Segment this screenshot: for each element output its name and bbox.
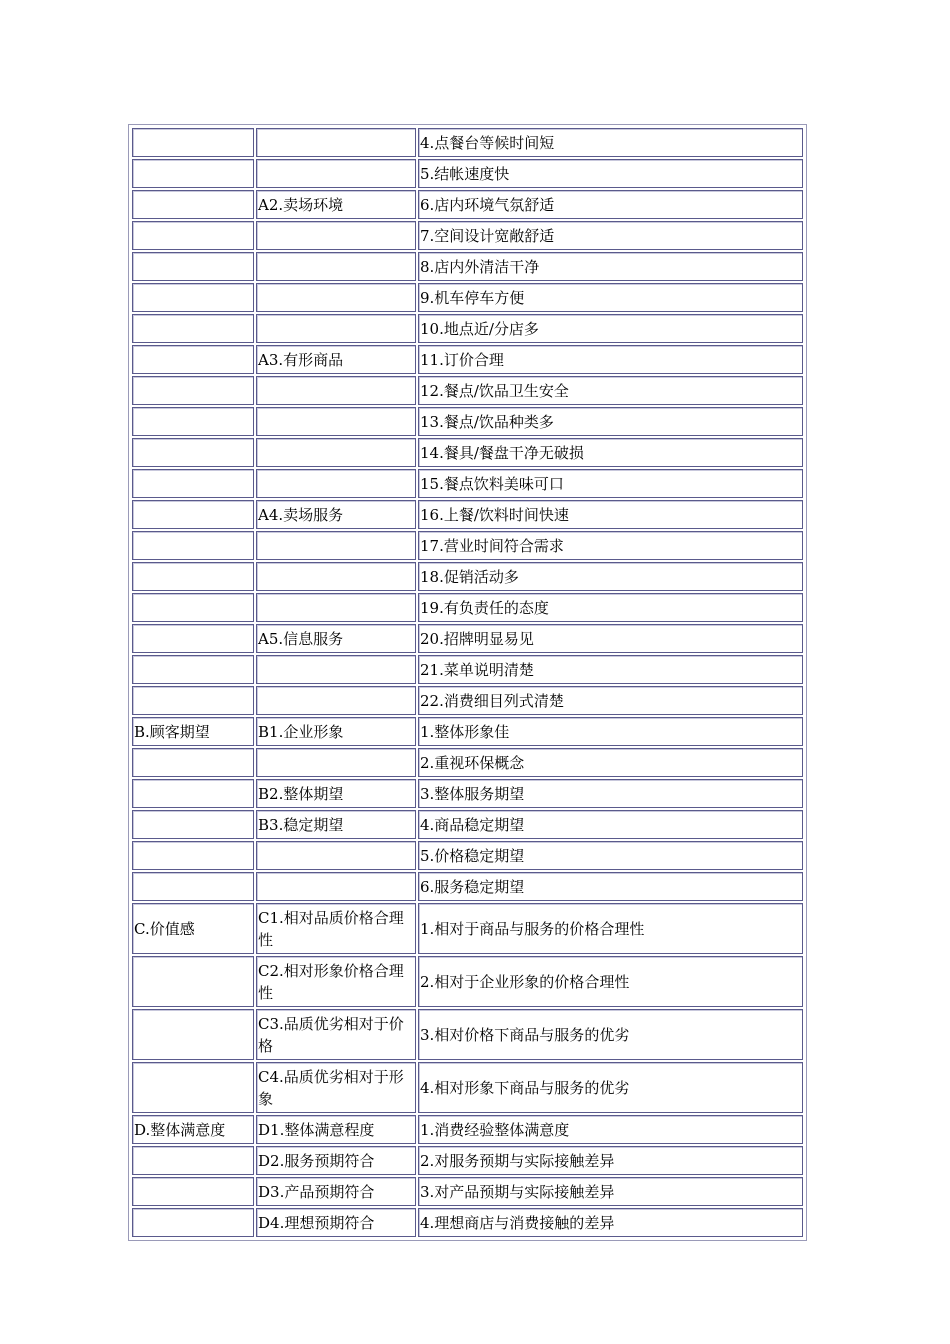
table-row <box>132 1062 803 1113</box>
factor-cell: C3.品质优劣相对于价格 <box>256 1009 416 1060</box>
factor-cell <box>256 221 416 250</box>
indicator-cell: 2.对服务预期与实际接触差异 <box>418 1146 803 1175</box>
table-row <box>132 1208 803 1237</box>
factor-cell <box>256 655 416 684</box>
indicator-cell: 13.餐点/饮品种类多 <box>418 407 803 436</box>
dimension-cell <box>132 1146 254 1175</box>
factor-cell <box>256 748 416 777</box>
satisfaction-indicator-table <box>128 124 807 1241</box>
factor-cell <box>256 686 416 715</box>
indicator-cell: 18.促销活动多 <box>418 562 803 591</box>
dimension-cell <box>132 283 254 312</box>
factor-cell: B2.整体期望 <box>256 779 416 808</box>
indicator-cell: 4.点餐台等候时间短 <box>418 128 803 157</box>
factor-cell <box>256 283 416 312</box>
factor-cell: C4.品质优劣相对于形象 <box>256 1062 416 1113</box>
dimension-cell <box>132 159 254 188</box>
factor-cell <box>256 159 416 188</box>
factor-cell: A5.信息服务 <box>256 624 416 653</box>
indicator-cell: 12.餐点/饮品卫生安全 <box>418 376 803 405</box>
indicator-cell: 2.相对于企业形象的价格合理性 <box>418 956 803 1007</box>
factor-cell <box>256 252 416 281</box>
indicator-table <box>130 126 805 1239</box>
dimension-cell <box>132 128 254 157</box>
dimension-cell <box>132 872 254 901</box>
dimension-cell <box>132 314 254 343</box>
indicator-cell: 10.地点近/分店多 <box>418 314 803 343</box>
table-row <box>132 1146 803 1175</box>
dimension-cell <box>132 345 254 374</box>
dimension-cell <box>132 593 254 622</box>
dimension-cell <box>132 407 254 436</box>
factor-cell <box>256 407 416 436</box>
factor-cell <box>256 469 416 498</box>
dimension-cell <box>132 531 254 560</box>
table-row <box>132 841 803 870</box>
table-row <box>132 283 803 312</box>
dimension-cell <box>132 469 254 498</box>
factor-cell <box>256 593 416 622</box>
factor-cell: B1.企业形象 <box>256 717 416 746</box>
indicator-cell: 6.店内环境气氛舒适 <box>418 190 803 219</box>
table-body <box>132 128 803 1237</box>
factor-cell <box>256 841 416 870</box>
indicator-cell: 22.消费细目列式清楚 <box>418 686 803 715</box>
dimension-cell <box>132 779 254 808</box>
dimension-cell <box>132 810 254 839</box>
dimension-cell <box>132 748 254 777</box>
factor-cell <box>256 531 416 560</box>
dimension-cell <box>132 376 254 405</box>
dimension-cell <box>132 438 254 467</box>
factor-cell: A3.有形商品 <box>256 345 416 374</box>
factor-cell <box>256 562 416 591</box>
factor-cell <box>256 314 416 343</box>
indicator-cell: 21.菜单说明清楚 <box>418 655 803 684</box>
table-row <box>132 593 803 622</box>
factor-cell: B3.稳定期望 <box>256 810 416 839</box>
indicator-cell: 19.有负责任的态度 <box>418 593 803 622</box>
dimension-cell <box>132 956 254 1007</box>
factor-cell: A4.卖场服务 <box>256 500 416 529</box>
table-row <box>132 128 803 157</box>
indicator-cell: 1.相对于商品与服务的价格合理性 <box>418 903 803 954</box>
indicator-cell: 4.理想商店与消费接触的差异 <box>418 1208 803 1237</box>
dimension-cell <box>132 1009 254 1060</box>
dimension-cell <box>132 500 254 529</box>
dimension-cell <box>132 624 254 653</box>
dimension-cell <box>132 221 254 250</box>
table-row <box>132 655 803 684</box>
table-row <box>132 903 803 954</box>
table-row <box>132 748 803 777</box>
factor-cell: D1.整体满意程度 <box>256 1115 416 1144</box>
factor-cell: D4.理想预期符合 <box>256 1208 416 1237</box>
dimension-cell <box>132 686 254 715</box>
indicator-cell: 1.整体形象佳 <box>418 717 803 746</box>
dimension-cell <box>132 252 254 281</box>
indicator-cell: 8.店内外清洁干净 <box>418 252 803 281</box>
table-row <box>132 956 803 1007</box>
indicator-cell: 5.价格稳定期望 <box>418 841 803 870</box>
factor-cell: A2.卖场环境 <box>256 190 416 219</box>
factor-cell: D3.产品预期符合 <box>256 1177 416 1206</box>
table-row <box>132 469 803 498</box>
indicator-cell: 9.机车停车方便 <box>418 283 803 312</box>
indicator-cell: 16.上餐/饮料时间快速 <box>418 500 803 529</box>
table-row <box>132 531 803 560</box>
indicator-cell: 5.结帐速度快 <box>418 159 803 188</box>
table-row <box>132 562 803 591</box>
table-row <box>132 810 803 839</box>
table-row <box>132 500 803 529</box>
dimension-cell <box>132 1208 254 1237</box>
factor-cell: D2.服务预期符合 <box>256 1146 416 1175</box>
dimension-cell: C.价值感 <box>132 903 254 954</box>
table-row <box>132 190 803 219</box>
dimension-cell: D.整体满意度 <box>132 1115 254 1144</box>
indicator-cell: 3.相对价格下商品与服务的优劣 <box>418 1009 803 1060</box>
table-row <box>132 159 803 188</box>
indicator-cell: 7.空间设计宽敞舒适 <box>418 221 803 250</box>
factor-cell <box>256 438 416 467</box>
table-row <box>132 376 803 405</box>
table-row <box>132 872 803 901</box>
dimension-cell <box>132 655 254 684</box>
indicator-cell: 4.相对形象下商品与服务的优劣 <box>418 1062 803 1113</box>
table-row <box>132 1009 803 1060</box>
factor-cell: C2.相对形象价格合理性 <box>256 956 416 1007</box>
table-row <box>132 779 803 808</box>
table-row <box>132 717 803 746</box>
indicator-cell: 15.餐点饮料美味可口 <box>418 469 803 498</box>
table-row <box>132 252 803 281</box>
table-row <box>132 221 803 250</box>
factor-cell <box>256 128 416 157</box>
indicator-cell: 6.服务稳定期望 <box>418 872 803 901</box>
indicator-cell: 1.消费经验整体满意度 <box>418 1115 803 1144</box>
table-row <box>132 314 803 343</box>
indicator-cell: 17.营业时间符合需求 <box>418 531 803 560</box>
indicator-cell: 2.重视环保概念 <box>418 748 803 777</box>
dimension-cell <box>132 562 254 591</box>
table-row <box>132 407 803 436</box>
table-row <box>132 624 803 653</box>
indicator-cell: 4.商品稳定期望 <box>418 810 803 839</box>
dimension-cell <box>132 190 254 219</box>
factor-cell: C1.相对品质价格合理性 <box>256 903 416 954</box>
dimension-cell <box>132 841 254 870</box>
indicator-cell: 3.对产品预期与实际接触差异 <box>418 1177 803 1206</box>
indicator-cell: 11.订价合理 <box>418 345 803 374</box>
indicator-cell: 3.整体服务期望 <box>418 779 803 808</box>
dimension-cell: B.顾客期望 <box>132 717 254 746</box>
table-row <box>132 686 803 715</box>
table-row <box>132 345 803 374</box>
dimension-cell <box>132 1177 254 1206</box>
indicator-cell: 14.餐具/餐盘干净无破损 <box>418 438 803 467</box>
dimension-cell <box>132 1062 254 1113</box>
indicator-cell: 20.招牌明显易见 <box>418 624 803 653</box>
table-row <box>132 1115 803 1144</box>
factor-cell <box>256 872 416 901</box>
factor-cell <box>256 376 416 405</box>
table-row <box>132 1177 803 1206</box>
table-row <box>132 438 803 467</box>
